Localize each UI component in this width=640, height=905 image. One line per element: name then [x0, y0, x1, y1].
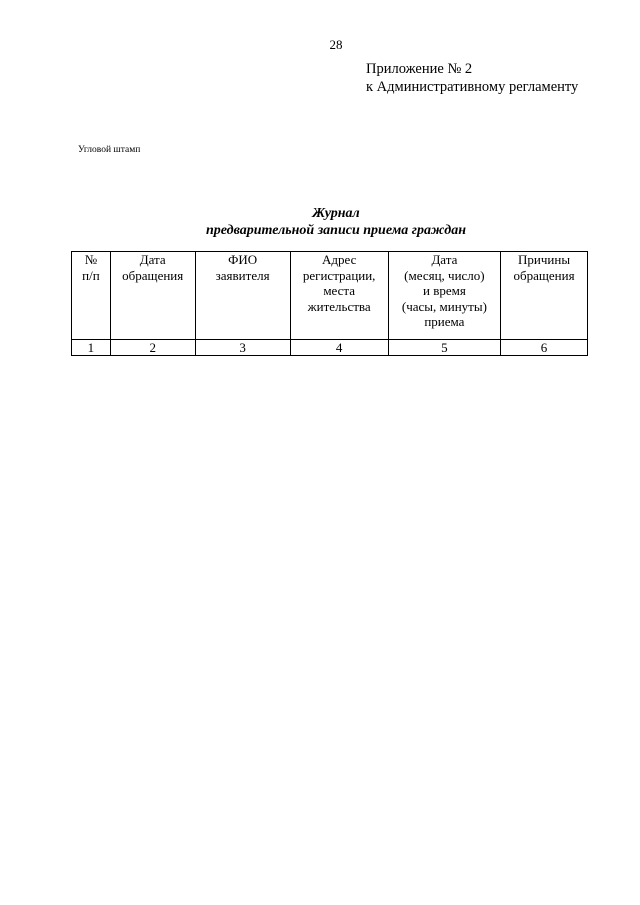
column-number-cell: 2: [110, 340, 195, 356]
header-text: №: [84, 252, 98, 267]
header-cell-name: [195, 252, 290, 340]
header-text: (часы, минуты): [401, 298, 487, 314]
header-text: (месяц, число): [404, 267, 485, 283]
appendix-line-2: к Административному регламенту: [366, 79, 579, 95]
column-number-cell: 3: [195, 340, 290, 356]
table-header-row: [72, 252, 588, 340]
title-line-1: Журнал: [312, 206, 360, 221]
header-text: Причины: [518, 252, 571, 267]
table-row: [72, 340, 588, 356]
header-text: ФИО: [228, 252, 258, 267]
header-cell-number: [72, 252, 111, 340]
header-text: заявителя: [215, 267, 270, 283]
title-line-2: предварительной записи приема граждан: [205, 223, 467, 238]
column-number-cell: 1: [72, 340, 111, 356]
header-cell-address: [290, 252, 388, 340]
header-text: регистрации,: [302, 267, 376, 283]
column-number-cell: 6: [501, 340, 588, 356]
header-text: приема: [424, 314, 465, 329]
column-number-cell: 5: [388, 340, 500, 356]
corner-stamp-label: Угловой штамп: [78, 145, 141, 155]
header-cell-date: [110, 252, 195, 340]
column-number-cell: 4: [290, 340, 388, 356]
page-number: 28: [329, 37, 343, 52]
header-text: обращения: [122, 267, 184, 283]
header-cell-appointment: [388, 252, 500, 340]
header-text: Дата: [139, 252, 166, 267]
header-text: Адрес: [321, 252, 357, 267]
header-cell-reasons: [501, 252, 588, 340]
header-text: и время: [422, 283, 466, 298]
appendix-reference: [366, 60, 578, 96]
header-text: жительства: [307, 298, 371, 314]
journal-table: [71, 251, 588, 356]
document-title: [0, 205, 640, 239]
header-text: Дата: [431, 252, 458, 267]
header-text: места: [323, 283, 356, 298]
header-text: обращения: [513, 267, 575, 283]
appendix-line-1: Приложение № 2: [366, 61, 473, 77]
header-text: п/п: [82, 267, 100, 283]
